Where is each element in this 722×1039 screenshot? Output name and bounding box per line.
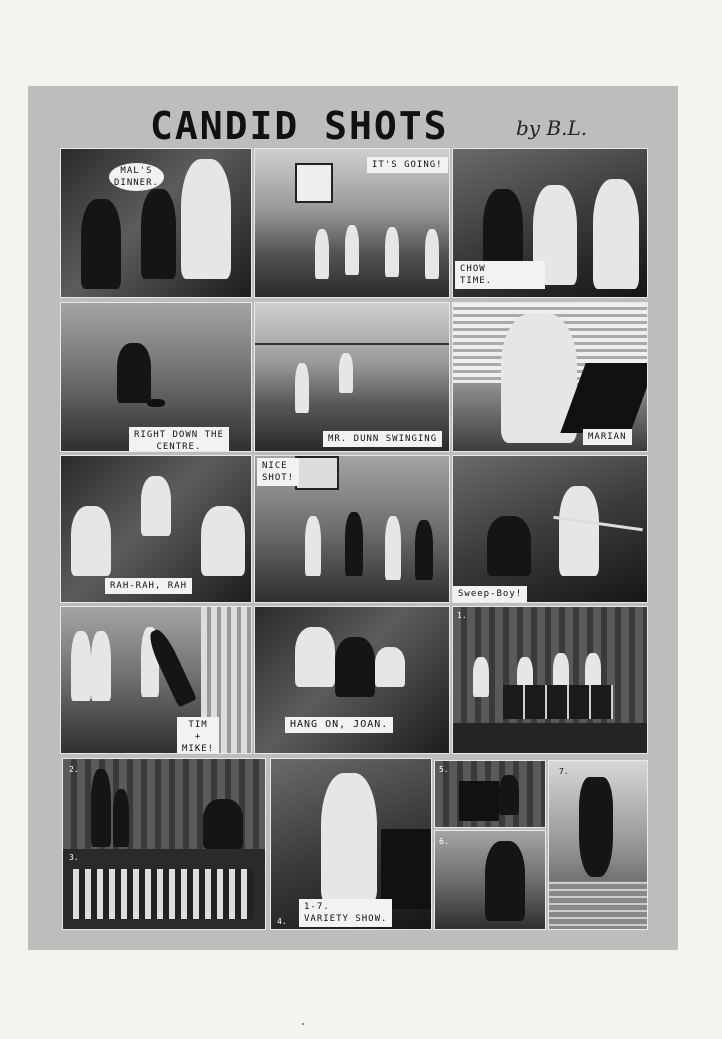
photo-its-going — [254, 148, 450, 298]
photo-mals-dinner — [60, 148, 252, 298]
photo-number-2: 2. — [69, 765, 79, 774]
photo-singer — [548, 760, 648, 930]
photo-marian — [452, 302, 648, 452]
photo-sweep-boy — [452, 455, 648, 603]
photo-curling — [60, 302, 252, 452]
photo-rah-rah — [60, 455, 252, 603]
photo-nice-shot — [254, 455, 450, 603]
caption-sweep-boy: Sweep-Boy! — [453, 586, 527, 602]
photo-number-7: 7. — [559, 767, 569, 776]
caption-chow-time: CHOW TIME. — [455, 261, 545, 289]
photo-number-3: 3. — [69, 853, 79, 862]
photo-number-5: 5. — [439, 765, 449, 774]
photo-number-6: 6. — [439, 837, 449, 846]
photo-piano — [434, 760, 546, 828]
byline: by B.L. — [516, 116, 588, 140]
caption-mr-dunn-swinging: MR. DUNN SWINGING — [323, 431, 442, 447]
page-title: CANDID SHOTS — [150, 104, 449, 148]
caption-variety-show: 1-7. VARIETY SHOW. — [299, 899, 392, 927]
photo-variety-show — [270, 758, 432, 930]
print-speck — [302, 1023, 304, 1025]
photo-number-4: 4. — [277, 917, 287, 926]
caption-right-down-the-centre: RIGHT DOWN THE CENTRE. — [129, 427, 229, 452]
caption-hang-on-joan: HANG ON, JOAN. — [285, 717, 393, 733]
photo-mr-dunn-swinging — [254, 302, 450, 452]
caption-tim-mike: TIM + MIKE! — [177, 717, 219, 754]
caption-its-going: IT'S GOING! — [367, 157, 448, 173]
photo-cane-dancer — [434, 830, 546, 930]
photo-hang-on-joan — [254, 606, 450, 754]
caption-rah-rah: RAH-RAH, RAH — [105, 578, 192, 594]
caption-marian: MARIAN — [583, 429, 632, 445]
caption-nice-shot: NICE SHOT! — [257, 458, 299, 486]
photo-acrobats — [62, 758, 266, 930]
photo-band — [452, 606, 648, 754]
photo-chow-time — [452, 148, 648, 298]
photo-number-1: 1. — [457, 611, 467, 620]
photo-tim-mike — [60, 606, 252, 754]
caption-mals-dinner: MAL'S DINNER. — [109, 163, 164, 191]
